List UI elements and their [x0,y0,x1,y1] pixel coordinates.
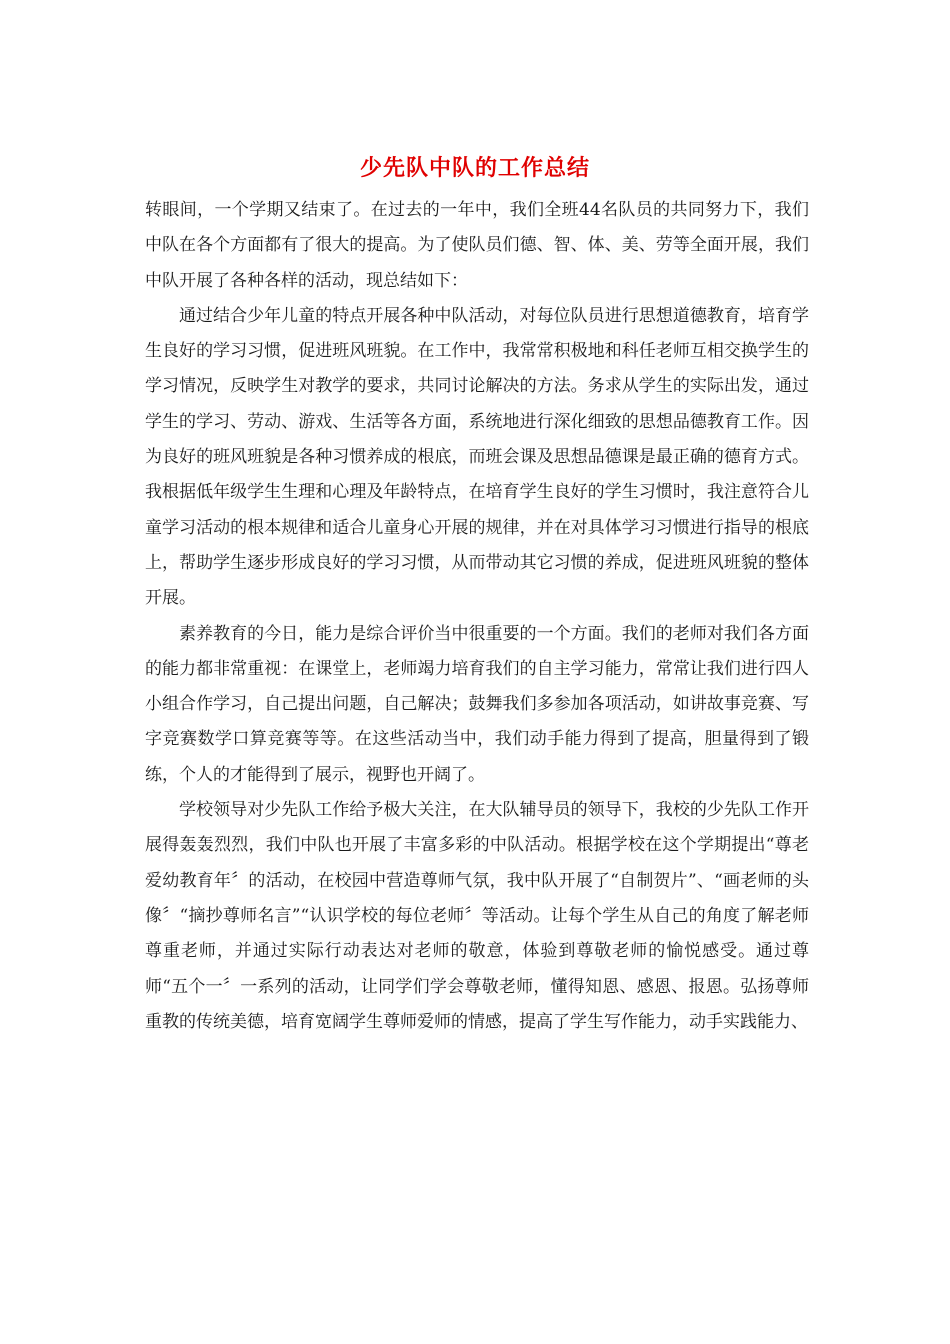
paragraph-respect-teachers: 学校领导对少先队工作给予极大关注，在大队辅导员的领导下，我校的少先队工作开展得轰轰烈烈，我们中队也开展了丰富多彩的中队活动。根据学校在这个学期提出“尊老爱幼教育年〞的活动，在校园中营造尊师气氛，我中队开展了“自制贺片”、“画老师的头像〞“摘抄尊师名言”“认识学校的每位老师〞等活动。让每个学生从自己的角度了解老师尊重老师，并通过实际行动表达对老师的敬意，体验到尊敬老师的愉悦感受。通过尊师“五个一〞一系列的活动，让同学们学会尊敬老师，懂得知恩、感恩、报恩。弘扬尊师重教的传统美德，培育宽阔学生尊师爱师的情感，提高了学生写作能力，动手实践能力、 [145,800,809,1032]
document-title: 少先队中队的工作总结 [359,155,590,181]
paragraph-moral-education: 通过结合少年儿童的特点开展各种中队活动，对每位队员进行思想道德教育，培育学生良好的学习习惯，促进班风班貌。在工作中，我常常积极地和科任老师互相交换学生的学习情况，反映学生对教学的要求，共同讨论解决的方法。务求从学生的实际出发，通过学生的学习、劳动、游戏、生活等各方面，系统地进行深化细致的思想品德教育工作。因为良好的班风班貌是各种习惯养成的根底，而班会课及思想品德课是最正确的德育方式。我根据低年级学生生理和心理及年龄特点，在培育学生良好的学生习惯时，我注意符合儿童学习活动的根本规律和适合儿童身心开展的规律，并在对具体学习习惯进行指导的根底上，帮助学生逐步形成良好的学习习惯，从而带动其它习惯的养成，促进班风班貌的整体开展。 [145,305,809,609]
paragraph-intro: 转眼间，一个学期又结束了。在过去的一年中，我们全班44名队员的共同努力下，我们中队在各个方面都有了很大的提高。为了使队员们德、智、体、美、劳等全面开展，我们中队开展了各种各样的活动，现总结如下： [145,200,809,291]
paragraph-ability-training: 素养教育的今日，能力是综合评价当中很重要的一个方面。我们的老师对我们各方面的能力都非常重视：在课堂上，老师竭力培育我们的自主学习能力，常常让我们进行四人小组合作学习，自己提出问题，自己解决；鼓舞我们多参加各项活动，如讲故事竞赛、写字竞赛数学口算竞赛等等。在这些活动当中，我们动手能力得到了提高，胆量得到了锻练，个人的才能得到了展示，视野也开阔了。 [145,623,809,785]
document-body [145,193,809,1040]
